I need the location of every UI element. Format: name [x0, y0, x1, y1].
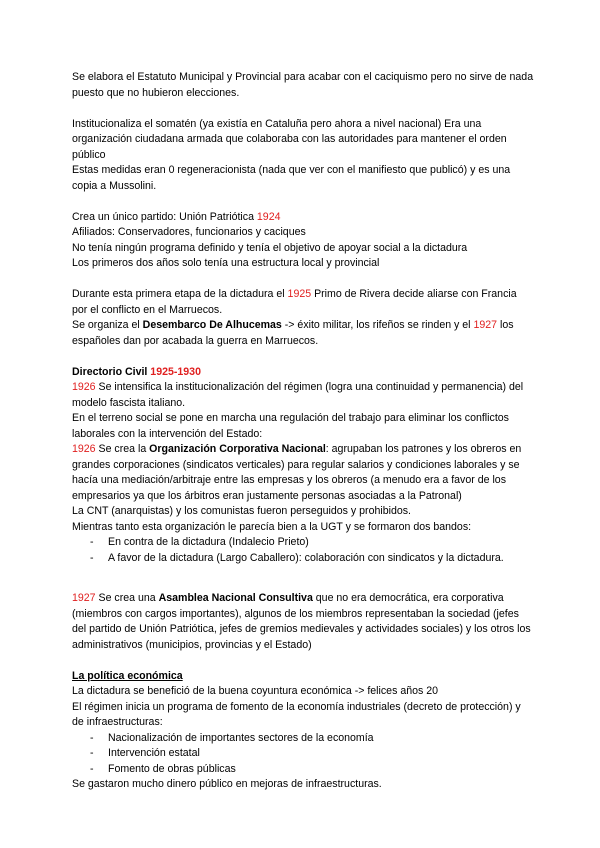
paragraph-ugt: Mientras tanto esta organización le parecía bien a la UGT y se formaron dos bandos:: [72, 520, 472, 533]
heading-politica-economica: La política económica: [72, 669, 183, 682]
francia-text-b: Primo de Rivera decide aliarse con Francia por el conflicto en el Marruecos.: [72, 288, 517, 316]
paragraph-organizacion-corporativa: [72, 442, 534, 504]
paragraph-somaten: Institucionaliza el somatén (ya existía en Cataluña pero ahora a nivel nacional) Era una organización ciudadana armada que colaboraba con las autoridades para mantener el orden público: [72, 117, 507, 161]
estructura-line: Los primeros dos años solo tenía una estructura local y provincial: [72, 257, 380, 269]
year-1927: 1927: [473, 319, 498, 331]
year-1926-b: 1926: [72, 443, 96, 455]
institucionalizacion-text: Se intensifica la institucionalización del régimen (logra una continuidad y permanencia) del modelo fascista italiano.: [72, 381, 524, 409]
francia-text-a: Durante esta primera etapa de la dictadura el: [72, 288, 288, 300]
bandos-list: [72, 535, 534, 566]
list-item: - Fomento de obras públicas: [90, 762, 534, 778]
alhucemas-bold: Desembarco De Alhucemas: [142, 319, 282, 331]
year-1925: 1925: [287, 288, 312, 300]
year-1927-b: 1927: [72, 592, 96, 604]
paragraph-medidas: Estas medidas eran 0 regeneracionista (nada que ver con el manifiesto que publicó) y es una copia a Mussolini.: [72, 164, 511, 192]
paragraph-alhucemas: [72, 318, 534, 349]
alhucemas-text-a: Se organiza el: [72, 319, 143, 331]
alhucemas-text-b: -> éxito militar, los rifeños se rinden y el: [281, 319, 474, 331]
programa-line: No tenía ningún programa definido y tenía el objetivo de apoyar social a la dictadura: [72, 241, 468, 254]
paragraph-cnt: La CNT (anarquistas) y los comunistas fueron perseguidos y prohibidos.: [72, 505, 411, 517]
list-item: - Intervención estatal: [90, 746, 534, 762]
list-item: - Nacionalización de importantes sectores de la economía: [90, 731, 534, 747]
paragraph-coyuntura: La dictadura se benefició de la buena coyuntura económica -> felices años 20: [72, 685, 439, 697]
list-item: - En contra de la dictadura (Indalecio Prieto): [90, 535, 534, 551]
paragraph-francia: [72, 287, 534, 318]
paragraph-asamblea: [72, 591, 534, 653]
corporativa-text-a: Se crea la: [95, 443, 150, 455]
paragraph-terreno-social: En el terreno social se pone en marcha una regulación del trabajo para eliminar los conflictos laborales con la intervención del Estado:: [72, 412, 509, 440]
list-item: - A favor de la dictadura (Largo Caballero): colaboración con sindicatos y la dictadura.: [90, 551, 534, 567]
paragraph-fomento: El régimen inicia un programa de fomento de la economía industriales (decreto de protección) y de infraestructuras:: [72, 700, 521, 728]
corporativa-text-b: : agrupaban los patrones y los obreros en grandes corporaciones (sindicatos verticales) para regular salarios y condiciones laborales y se hacía una mediación/arbitraje entre las empresas y los obreros (a menudo era a favor de los empresarios ya que los árbitros eran justamente personas asociadas a la Patronal): [72, 443, 522, 502]
union-patriotica-line: [72, 210, 534, 226]
asamblea-bold: Asamblea Nacional Consultiva: [158, 592, 313, 604]
heading-directorio-civil: [72, 365, 534, 381]
paragraph-estatuto: Se elabora el Estatuto Municipal y Provincial para acabar con el caciquismo pero no sirve de nada puesto que no hubieron elecciones.: [72, 71, 534, 99]
union-patriotica-text: Crea un único partido: Unión Patriótica: [72, 210, 257, 223]
asamblea-text-b: que no era democrática, era corporativa (miembros con cargos importantes), algunos de los miembros representaban la sociedad (jefes del partido de Unión Patriótica, jefes de gremios medievales y actividades sociales) y los otros los administrativos (municipios, provincias y el Estado): [72, 592, 531, 651]
paragraph-institucionalizacion: [72, 380, 534, 411]
year-1924: 1924: [256, 210, 281, 223]
economia-list: [72, 731, 534, 778]
afiliados-line: Afiliados: Conservadores, funcionarios y caciques: [72, 226, 306, 238]
heading-directorio-years: 1925-1930: [150, 365, 201, 378]
document-page: [72, 70, 534, 793]
asamblea-text-a: Se crea una: [95, 592, 159, 604]
paragraph-gasto: Se gastaron mucho dinero público en mejoras de infraestructuras.: [72, 778, 382, 790]
alhucemas-text-c: los españoles dan por acabada la guerra en Marruecos.: [72, 319, 514, 347]
year-1926-a: 1926: [72, 381, 96, 393]
corporativa-bold: Organización Corporativa Nacional: [149, 443, 326, 455]
heading-directorio-text: Directorio Civil: [72, 365, 151, 378]
